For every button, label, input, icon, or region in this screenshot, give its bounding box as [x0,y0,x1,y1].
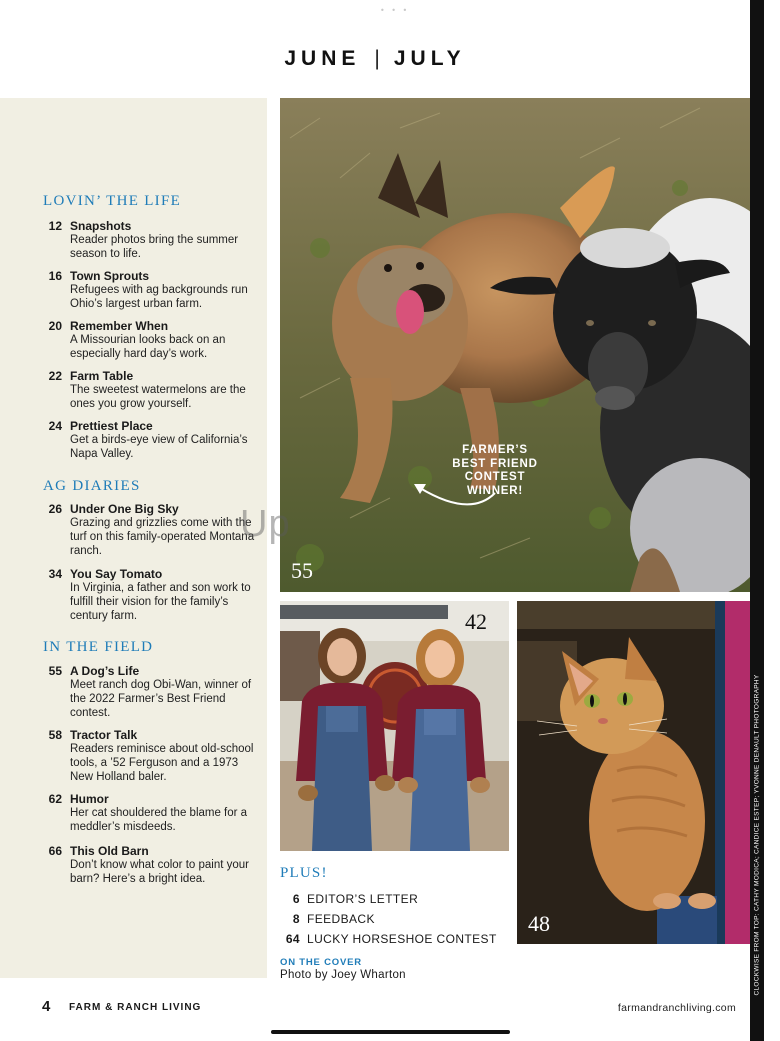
toc-page-number: 24 [48,419,62,433]
watermark-text: Up [240,503,291,545]
toc-description: Reader photos bring the summer season to life. [70,234,239,260]
on-the-cover-label: ON THE COVER [280,957,362,968]
cat-illustration [517,601,750,944]
plus-label: EDITOR’S LETTER [307,892,419,906]
cover-photo-credit: Photo by Joey Wharton [280,969,406,981]
toc-page-number: 26 [48,502,62,516]
photo-page-number: 42 [465,609,487,634]
toc-description: A Missourian looks back on an especially hard day’s work. [70,334,226,360]
photo-credit: CLOCKWISE FROM TOP: CATHY MODICA; CANDICE ESTEP; YVONNE DENAULT PHOTOGRAPHY [753,674,761,996]
cat-photo[interactable] [517,601,750,944]
section-title-ag-diaries: AG DIARIES [43,478,141,494]
footer-publication: FARM & RANCH LIVING [69,1002,202,1013]
toc-page-number: 62 [48,792,62,806]
toc-title: You Say Tomato [70,567,163,581]
plus-label: LUCKY HORSESHOE CONTEST [307,932,497,946]
toc-title: Town Sprouts [70,269,150,283]
photo-page-number: 48 [528,911,550,936]
contest-winner-callout: FARMER’S BEST FRIEND CONTEST WINNER! [452,444,538,497]
issue-header [0,47,750,71]
plus-page-number: 64 [285,932,300,946]
header-separator: | [374,47,380,70]
month-july: JULY [393,47,466,70]
toc-page-number: 22 [48,369,62,383]
toc-page-number: 34 [48,567,62,581]
toc-description: Meet ranch dog Obi-Wan, winner of the 2022 Farmer’s Best Friend contest. [70,679,252,719]
toc-page-number: 58 [48,728,62,742]
sisters-photo[interactable] [280,601,509,851]
plus-page-number: 8 [292,912,300,926]
toc-description: The sweetest watermelons are the ones you grow yourself. [70,384,246,410]
toc-description: Her cat shouldered the blame for a meddler’s misdeeds. [70,807,248,833]
toc-description: Get a birds-eye view of California’s Napa Valley. [70,434,248,460]
photo-page-number: 55 [291,558,313,583]
toc-title: Tractor Talk [70,728,138,742]
toc-page-number: 20 [48,319,62,333]
sisters-illustration [280,601,509,851]
month-june: JUNE [284,47,361,70]
toc-description: In Virginia, a father and son work to fulfill their vision for the family’s century farm. [70,582,251,622]
toc-page-number: 66 [48,844,62,858]
toc-description: Refugees with ag backgrounds run Ohio’s largest urban farm. [70,284,248,310]
toc-title: Prettiest Place [70,419,153,433]
plus-title: PLUS! [280,865,328,881]
right-margin [764,0,780,1041]
toc-title: Farm Table [70,369,134,383]
toc-title: This Old Barn [70,844,149,858]
plus-label: FEEDBACK [307,912,375,926]
page-indicator-dots: • • • [380,6,410,15]
toc-description: Don’t know what color to paint your barn? Here’s a bright idea. [70,859,249,885]
dog-sheep-photo[interactable] [280,98,750,592]
toc-page-number: 16 [48,269,62,283]
section-title-lovin-the-life: LOVIN’ THE LIFE [43,193,182,209]
footer-page-number: 4 [42,998,51,1015]
toc-title: Humor [70,792,109,806]
plus-page-number: 6 [292,892,300,906]
toc-title: Under One Big Sky [70,502,179,516]
dog-sheep-illustration [280,98,750,592]
home-indicator[interactable] [271,1030,510,1034]
toc-title: Snapshots [70,219,132,233]
toc-page-number: 55 [48,664,62,678]
footer-url[interactable]: farmandranchliving.com [617,1002,736,1014]
section-title-in-the-field: IN THE FIELD [43,639,154,655]
toc-description: Grazing and grizzlies come with the turf on this family-operated Montana ranch. [70,517,255,557]
toc-description: Readers reminisce about old-school tools, a ’52 Ferguson and a 1973 New Holland baler. [70,743,254,783]
toc-title: A Dog’s Life [70,664,140,678]
toc-page-number: 12 [48,219,62,233]
toc-title: Remember When [70,319,169,333]
